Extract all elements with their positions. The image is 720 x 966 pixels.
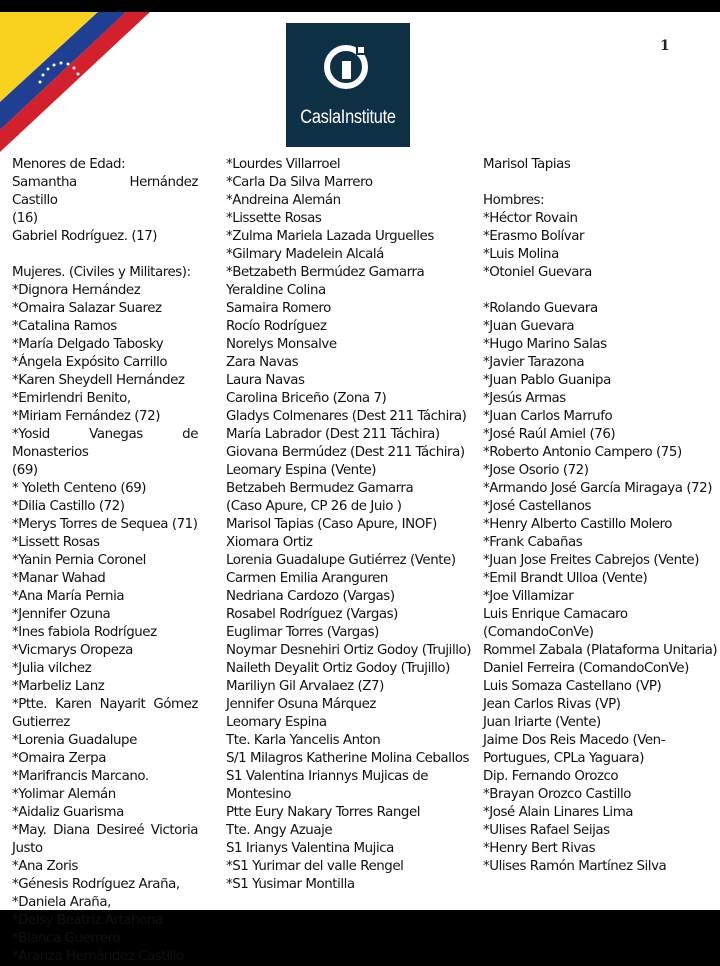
list-item: *Zulma Mariela Lazada Urguelles bbox=[226, 229, 434, 244]
list-item: Gladys Colmenares (Dest 211 Táchira) bbox=[226, 409, 467, 424]
list-item: *José Castellanos bbox=[483, 499, 591, 514]
list-item: *Rolando Guevara bbox=[483, 301, 598, 316]
list-item: Menores de Edad: bbox=[12, 157, 126, 172]
list-item: Naileth Deyalit Ortiz Godoy (Trujillo) bbox=[226, 661, 450, 676]
list-item: *Julia vilchez bbox=[12, 661, 92, 676]
list-item: Juan Iriarte (Vente) bbox=[483, 715, 601, 730]
list-item: Mariliyn Gil Arvalaez (Z7) bbox=[226, 679, 384, 694]
list-item: Daniel Ferreira (ComandoConVe) bbox=[483, 661, 689, 676]
list-item: Carmen Emilia Aranguren bbox=[226, 571, 388, 586]
list-item: Lorenia Guadalupe Gutiérrez (Vente) bbox=[226, 553, 456, 568]
blank-line bbox=[483, 282, 718, 300]
list-item: *Luis Molina bbox=[483, 247, 559, 262]
blank-line bbox=[12, 246, 198, 264]
list-item: Tte. Angy Azuaje bbox=[226, 823, 333, 838]
list-item: *Lissette Rosas bbox=[226, 211, 322, 226]
logo-mark-icon bbox=[320, 37, 376, 93]
list-item: *Ana Zoris bbox=[12, 859, 78, 874]
list-item: *Dilia Castillo (72) bbox=[12, 499, 125, 514]
list-item: *Erasmo Bolívar bbox=[483, 229, 585, 244]
list-item: (16) bbox=[12, 211, 38, 226]
list-item: *Roberto Antonio Campero (75) bbox=[483, 445, 682, 460]
list-item: *Frank Cabañas bbox=[483, 535, 583, 550]
list-item: Montesino bbox=[226, 787, 292, 802]
list-item: *Omaira Zerpa bbox=[12, 751, 106, 766]
list-item: Gabriel Rodríguez. (17) bbox=[12, 229, 158, 244]
list-item: *S1 Yusimar Montilla bbox=[226, 877, 355, 892]
list-item: *Lorenia Guadalupe bbox=[12, 733, 137, 748]
list-item: *Javier Tarazona bbox=[483, 355, 585, 370]
list-item: *Blanca Guerrero bbox=[12, 931, 121, 946]
list-item: Yeraldine Colina bbox=[226, 283, 326, 298]
list-item: *Andreina Alemán bbox=[226, 193, 341, 208]
list-item: *Héctor Rovain bbox=[483, 211, 578, 226]
list-item: *Catalina Ramos bbox=[12, 319, 117, 334]
page-number: 1 bbox=[660, 38, 670, 54]
list-item: Rocío Rodríguez bbox=[226, 319, 327, 334]
list-item: *Armando José García Miragaya (72) bbox=[483, 481, 713, 496]
list-item: Dip. Fernando Orozco bbox=[483, 769, 619, 784]
list-item: Mujeres. (Civiles y Militares): bbox=[12, 265, 191, 280]
list-item: Marisol Tapias (Caso Apure, INOF) bbox=[226, 517, 437, 532]
list-item: (ComandoConVe) bbox=[483, 625, 594, 640]
list-item: (69) bbox=[12, 463, 38, 478]
list-item: Portugues, CPLa Yaguara) bbox=[483, 751, 644, 766]
list-item: Justo bbox=[12, 841, 43, 856]
document-page bbox=[0, 12, 720, 964]
list-item: Leomary Espina (Vente) bbox=[226, 463, 377, 478]
list-item: *Yanin Pernia Coronel bbox=[12, 553, 146, 568]
list-item: *Aidaliz Guarisma bbox=[12, 805, 124, 820]
list-item: (Caso Apure, CP 26 de Juio ) bbox=[226, 499, 402, 514]
list-item: *Ulises Ramón Martínez Silva bbox=[483, 859, 667, 874]
list-item: Ptte Eury Nakary Torres Rangel bbox=[226, 805, 421, 820]
list-item: Tte. Karla Yancelis Anton bbox=[226, 733, 381, 748]
list-item: S/1 Milagros Katherine Molina Ceballos bbox=[226, 751, 469, 766]
list-item: Rosabel Rodríguez (Vargas) bbox=[226, 607, 398, 622]
list-item: Laura Navas bbox=[226, 373, 305, 388]
list-item: *Omaira Salazar Suarez bbox=[12, 301, 162, 316]
list-item: Rommel Zabala (Plataforma Unitaria) bbox=[483, 643, 718, 658]
list-item: *Emirlendri Benito, bbox=[12, 391, 131, 406]
list-item: *Joe Villamizar bbox=[483, 589, 574, 604]
list-item: *May. Diana Desireé Victoria bbox=[12, 823, 198, 838]
list-item: *Vicmarys Oropeza bbox=[12, 643, 133, 658]
list-item: Jaime Dos Reis Macedo (Ven- bbox=[483, 733, 666, 748]
list-item: Luis Somaza Castellano (VP) bbox=[483, 679, 662, 694]
list-item: *Yosid Vanegas de Monasterios bbox=[12, 427, 198, 460]
list-item: *Juan Jose Freites Cabrejos (Vente) bbox=[483, 553, 699, 568]
list-item: Giovana Bermúdez (Dest 211 Táchira) bbox=[226, 445, 465, 460]
list-item: Samantha Hernández Castillo bbox=[12, 175, 198, 208]
list-item: *Ana María Pernia bbox=[12, 589, 125, 604]
list-item: Hombres: bbox=[483, 193, 545, 208]
list-item: *Emil Brandt Ulloa (Vente) bbox=[483, 571, 648, 586]
list-item: *Ptte. Karen Nayarit Gómez bbox=[12, 697, 198, 712]
list-item: *Merys Torres de Sequea (71) bbox=[12, 517, 198, 532]
list-item: *José Raúl Amiel (76) bbox=[483, 427, 616, 442]
list-item: Leomary Espina bbox=[226, 715, 327, 730]
list-item: *Henry Alberto Castillo Molero bbox=[483, 517, 673, 532]
list-item: *Marifrancis Marcano. bbox=[12, 769, 149, 784]
list-item: *Juan Carlos Marrufo bbox=[483, 409, 613, 424]
list-item: *Hugo Marino Salas bbox=[483, 337, 607, 352]
list-item: Samaira Romero bbox=[226, 301, 331, 316]
list-item: *Brayan Orozco Castillo bbox=[483, 787, 632, 802]
list-item: *Yolimar Alemán bbox=[12, 787, 116, 802]
list-item: *Lissett Rosas bbox=[12, 535, 100, 550]
list-item: Marisol Tapias bbox=[483, 157, 571, 172]
list-item: Xiomara Ortiz bbox=[226, 535, 313, 550]
list-item: *Marbeliz Lanz bbox=[12, 679, 105, 694]
list-item: * Yoleth Centeno (69) bbox=[12, 481, 147, 496]
list-item: *José Alain Linares Lima bbox=[483, 805, 634, 820]
list-item: *Henry Bert Rivas bbox=[483, 841, 596, 856]
list-item: Norelys Monsalve bbox=[226, 337, 337, 352]
list-item: *María Delgado Tabosky bbox=[12, 337, 164, 352]
list-item: *Betzabeth Bermúdez Gamarra bbox=[226, 265, 425, 280]
list-item: Jean Carlos Rivas (VP) bbox=[483, 697, 621, 712]
list-item: *Gilmary Madelein Alcalá bbox=[226, 247, 384, 262]
blank-line bbox=[483, 174, 718, 192]
list-item: *Manar Wahad bbox=[12, 571, 106, 586]
list-item: *Aranza Hernández Castillo bbox=[12, 949, 184, 964]
list-item: *Karen Sheydell Hernández bbox=[12, 373, 185, 388]
list-item: *Dignora Hernández bbox=[12, 283, 141, 298]
list-item: Jennifer Osuna Márquez bbox=[226, 697, 376, 712]
list-item: *Lourdes Villarroel bbox=[226, 157, 341, 172]
list-item: Carolina Briceño (Zona 7) bbox=[226, 391, 387, 406]
list-item: *Ángela Expósito Carrillo bbox=[12, 355, 168, 370]
list-item: S1 Irianys Valentina Mujica bbox=[226, 841, 394, 856]
list-item: Gutierrez bbox=[12, 715, 70, 730]
list-item: Zara Navas bbox=[226, 355, 299, 370]
list-item: Luis Enrique Camacaro bbox=[483, 607, 628, 622]
list-item: *Otoniel Guevara bbox=[483, 265, 592, 280]
list-item: *Delsy Beatriz Artahona bbox=[12, 913, 163, 928]
list-item: Euglimar Torres (Vargas) bbox=[226, 625, 379, 640]
list-item: *Miriam Fernández (72) bbox=[12, 409, 160, 424]
list-item: S1 Valentina Iriannys Mujicas de bbox=[226, 769, 429, 784]
casla-institute-logo bbox=[286, 23, 410, 147]
logo-text: CaslaInstitute bbox=[300, 107, 396, 128]
list-item: *Carla Da Silva Marrero bbox=[226, 175, 373, 190]
column-3 bbox=[483, 156, 718, 876]
list-item: *Ulises Rafael Seijas bbox=[483, 823, 610, 838]
list-item: *Juan Pablo Guanipa bbox=[483, 373, 611, 388]
list-item: *Jesús Armas bbox=[483, 391, 566, 406]
column-2 bbox=[226, 156, 476, 894]
list-item: *Daniela Araña, bbox=[12, 895, 111, 910]
list-item: *Ines fabiola Rodríguez bbox=[12, 625, 157, 640]
list-item: María Labrador (Dest 211 Táchira) bbox=[226, 427, 440, 442]
list-item: *Juan Guevara bbox=[483, 319, 575, 334]
column-1 bbox=[12, 156, 198, 966]
list-item: Betzabeh Bermudez Gamarra bbox=[226, 481, 414, 496]
list-item: *Jose Osorio (72) bbox=[483, 463, 589, 478]
list-item: Nedriana Cardozo (Vargas) bbox=[226, 589, 395, 604]
list-item: *Jennifer Ozuna bbox=[12, 607, 111, 622]
venezuela-flag-corner bbox=[0, 12, 160, 162]
list-item: Noymar Desnehiri Ortiz Godoy (Trujillo) bbox=[226, 643, 472, 658]
list-item: *S1 Yurimar del valle Rengel bbox=[226, 859, 404, 874]
list-item: *Génesis Rodríguez Araña, bbox=[12, 877, 180, 892]
